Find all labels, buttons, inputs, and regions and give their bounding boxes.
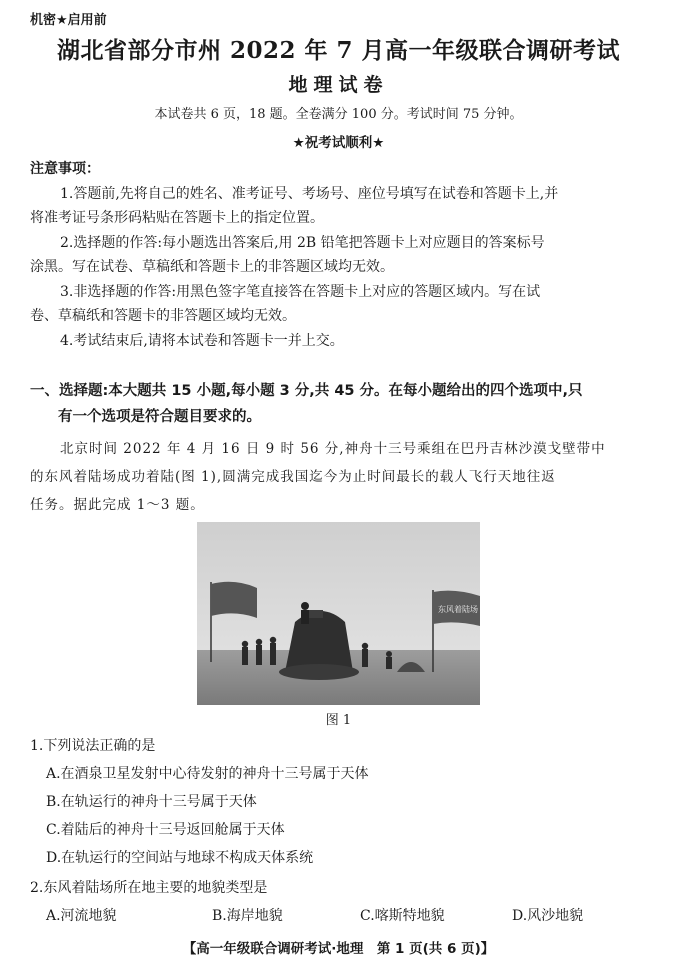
section-heading: 有一个选项是符合题目要求的。 [58,409,261,425]
exam-title: 湖北省部分市州 2022 年 7 月高一年级联合调研考试 [56,37,621,64]
passage-line: 任务。据此完成 1～3 题。 [30,497,205,513]
notice-line: 涂黑。写在试卷、草稿纸和答题卡上的非答题区域均无效。 [30,259,394,275]
section-heading: 一、选择题:本大题共 15 小题,每小题 3 分,共 45 分。在每小题给出的四个选项中,只 [30,383,583,399]
flag-text: 东风着陆场 [438,605,478,614]
exam-info: 本试卷共 6 页，18 题。全卷满分 100 分。考试时间 75 分钟。 [154,107,523,122]
question-stem: 2.东风着陆场所在地主要的地貌类型是 [30,880,268,896]
notice-line: 1.答题前,先将自己的姓名、准考证号、考场号、座位号填写在试卷和答题卡上,并 [60,186,559,202]
passage-line: 的东风着陆场成功着陆(图 1),圆满完成我国迄今为止时间最长的载人飞行天地往返 [30,469,556,485]
figure-caption: 图 1 [325,713,352,728]
option-a: A.在酒泉卫星发射中心待发射的神舟十三号属于天体 [46,766,369,782]
option-d: D.风沙地貌 [512,908,584,924]
notice-line: 将准考证号条形码粘贴在答题卡上的指定位置。 [30,210,324,226]
page-footer: 【高一年级联合调研考试·地理 第 1 页(共 6 页)】 [182,941,495,957]
confidential-label: 机密★启用前 [30,13,107,28]
option-c: C.喀斯特地貌 [360,908,445,924]
option-c: C.着陆后的神舟十三号返回舱属于天体 [46,822,285,838]
good-luck-line: ★祝考试顺利★ [292,135,385,151]
option-d: D.在轨运行的空间站与地球不构成天体系统 [46,850,314,866]
landing-photo [197,522,480,705]
option-a: A.河流地貌 [46,908,117,924]
passage-line: 北京时间 2022 年 4 月 16 日 9 时 56 分,神舟十三号乘组在巴丹吉林沙漠戈壁带中 [60,441,606,457]
notice-line: 3.非选择题的作答:用黑色签字笔直接答在答题卡上对应的答题区域内。写在试 [60,284,541,300]
notice-line: 卷、草稿纸和答题卡的非答题区域均无效。 [30,308,296,324]
option-b: B.海岸地貌 [212,908,283,924]
option-b: B.在轨运行的神舟十三号属于天体 [46,794,257,810]
subject-title: 地理试卷 [288,74,389,96]
notice-line: 2.选择题的作答:每小题选出答案后,用 2B 铅笔把答题卡上对应题目的答案标号 [60,235,545,251]
landing-photo-illustration [197,522,480,705]
notice-line: 4.考试结束后,请将本试卷和答题卡一并上交。 [60,333,344,349]
notice-heading: 注意事项： [30,161,100,177]
question-stem: 1.下列说法正确的是 [30,738,156,754]
